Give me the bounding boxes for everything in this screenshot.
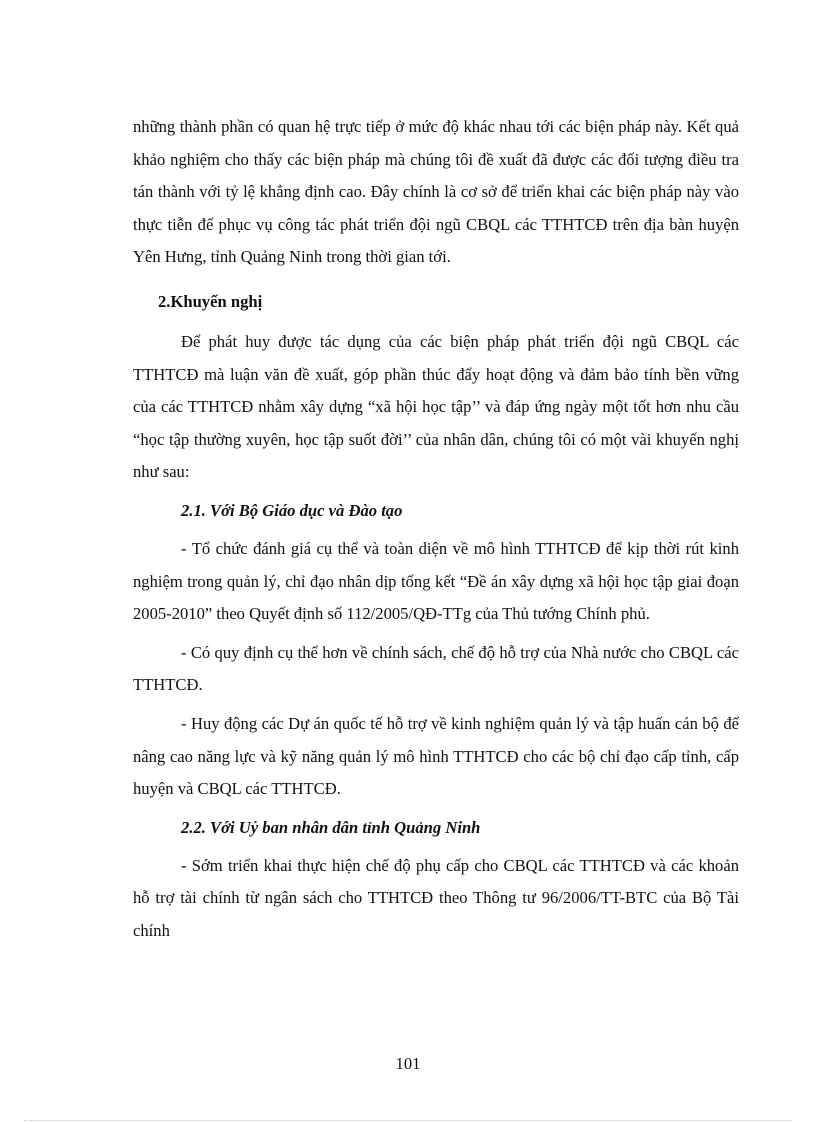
section-heading-recommendations: 2.Khuyến nghị bbox=[158, 291, 263, 311]
recommendation-item: - Có quy định cụ thể hơn về chính sách, chế độ hỗ trợ của Nhà nước cho CBQL các TTHTCĐ. bbox=[133, 642, 739, 695]
page-body bbox=[133, 111, 739, 947]
recommendation-item: - Tổ chức đánh giá cụ thể và toàn diện về mô hình TTHTCĐ để kịp thời rút kinh nghiệm trong quản lý, chỉ đạo nhân dịp tổng kết “Đề án xây dựng xã hội học tập giai đoạn 2005-2010” theo Quyết định số 112/2005/QĐ-TTg của Thủ tướng Chính phủ. bbox=[133, 538, 739, 624]
subsection-heading-ministry: 2.1. Với Bộ Giáo dục và Đào tạo bbox=[181, 500, 403, 520]
intro-paragraph: những thành phần có quan hệ trực tiếp ở mức độ khác nhau tới các biện pháp này. Kết quả khảo nghiệm cho thấy các biện pháp mà chúng tôi đề xuất đã được các đối tượng điều tra tán thành với tỷ lệ khẳng định cao. Đây chính là cơ sở để triển khai các biện pháp này vào thực tiễn để phục vụ công tác phát triển đội ngũ CBQL các TTHTCĐ trên địa bàn huyện Yên Hưng, tỉnh Quảng Ninh trong thời gian tới. bbox=[133, 117, 739, 267]
recommendation-item: - Sớm triển khai thực hiện chế độ phụ cấp cho CBQL các TTHTCĐ và các khoản hỗ trợ tài chính từ ngân sách cho TTHTCĐ theo Thông tư 96/2006/TT-BTC của Bộ Tài chính bbox=[133, 855, 739, 940]
subsection-heading-provincial-committee: 2.2. Với Uỷ ban nhân dân tỉnh Quảng Ninh bbox=[181, 817, 481, 837]
section-intro-paragraph: Để phát huy được tác dụng của các biện pháp phát triển đội ngũ CBQL các TTHTCĐ mà luận văn đề xuất, góp phần thúc đẩy hoạt động và đảm bảo tính bền vững của các TTHTCĐ nhằm xây dựng “xã hội học tập’’ và đáp ứng ngày một tốt hơn nhu cầu “học tập thường xuyên, học tập suốt đời’’ của nhân dân, chúng tôi có một vài khuyến nghị như sau: bbox=[133, 331, 739, 482]
page-bottom-divider bbox=[24, 1120, 792, 1121]
page-number: 101 bbox=[395, 1054, 421, 1073]
recommendation-item: - Huy động các Dự án quốc tế hỗ trợ về kinh nghiệm quản lý và tập huấn cán bộ để nâng cao năng lực và kỹ năng quản lý mô hình TTHTCĐ cho các bộ chỉ đạo cấp tỉnh, cấp huyện và CBQL các TTHTCĐ. bbox=[133, 713, 739, 799]
